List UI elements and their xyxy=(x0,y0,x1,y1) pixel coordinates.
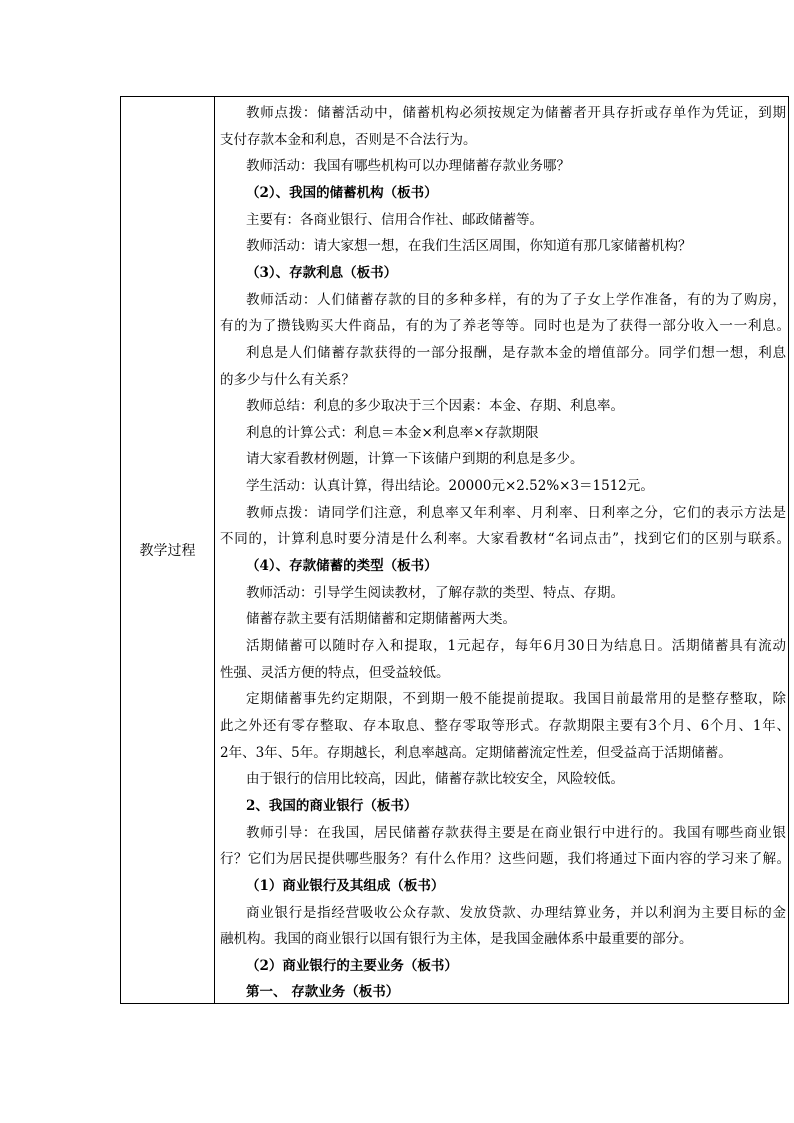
text-line: 主要有：各商业银行、信用合作社、邮政储蓄等。 xyxy=(246,211,543,228)
section-heading-line: （1）商业银行及其组成（板书） xyxy=(246,877,445,894)
section-heading-line: 2、我国的商业银行（板书） xyxy=(246,797,418,814)
text-line: 学生活动：认真计算，得出结论。20000元×2.52%×3＝1512元。 xyxy=(246,478,654,495)
text-line: 有的为了攒钱购买大件商品，有的为了养老等等。同时也是为了获得一部分收入一一利息。 xyxy=(220,318,790,335)
text-line: 的多少与什么有关系？ xyxy=(220,371,355,388)
text-line: 由于银行的信用比较高，因此，储蓄存款比较安全，风险较低。 xyxy=(246,771,624,788)
text-line: 性强、灵活方便的特点，但受益较低。 xyxy=(220,664,450,681)
text-line: 教师引导：在我国，居民储蓄存款获得主要是在商业银行中进行的。我国有哪些商业银 xyxy=(246,824,786,841)
content-cell xyxy=(216,97,790,1003)
section-label: 教学过程 xyxy=(139,543,196,559)
text-line: 教师活动：请大家想一想，在我们生活区周围，你知道有那几家储蓄机构？ xyxy=(246,238,692,255)
text-line: 储蓄存款主要有活期储蓄和定期储蓄两大类。 xyxy=(246,611,516,628)
lesson-table xyxy=(120,96,789,1004)
section-label-cell xyxy=(121,97,215,1003)
text-line: 教师活动：人们储蓄存款的目的多种多样，有的为了子女上学作准备，有的为了购房， xyxy=(246,291,786,308)
text-line: 教师点拨：储蓄活动中，储蓄机构必须按规定为储蓄者开具存折或存单作为凭证，到期 xyxy=(246,105,786,121)
text-line: 活期储蓄可以随时存入和提取，1元起存，每年6月30日为结息日。活期储蓄具有流动 xyxy=(246,638,786,654)
text-line: 商业银行是指经营吸收公众存款、发放贷款、办理结算业务，并以利润为主要目标的金 xyxy=(246,904,786,921)
text-line: 行？它们为居民提供哪些服务？有什么作用？这些问题，我们将通过下面内容的学习来了解。 xyxy=(220,851,790,868)
text-line: 此之外还有零存整取、存本取息、整存零取等形式。存款期限主要有3个月、6个月、1年、 xyxy=(220,717,790,734)
text-line: 教师活动：我国有哪些机构可以办理储蓄存款业务哪？ xyxy=(246,158,570,175)
text-line: 支付存款本金和利息，否则是不合法行为。 xyxy=(220,131,477,148)
section-heading-line: （2）、我国的储蓄机构（板书） xyxy=(246,184,438,201)
text-line: 2年、3年、5年。存期越长，利息率越高。定期储蓄流定性差，但受益高于活期储蓄。 xyxy=(220,744,732,761)
text-line: 教师点拨：请同学们注意，利息率又年利率、月利率、日利率之分，它们的表示方法是 xyxy=(246,504,786,521)
section-heading-line: 第一、 存款业务（板书） xyxy=(246,984,400,1001)
text-line: 不同的，计算利息时要分清是什么利率。大家看教材“名词点击”，找到它们的区别与联系。 xyxy=(220,531,790,548)
text-line: 教师活动：引导学生阅读教材，了解存款的类型、特点、存期。 xyxy=(246,584,624,601)
text-line: 定期储蓄事先约定期限，不到期一般不能提前提取。我国目前最常用的是整存整取，除 xyxy=(246,691,786,708)
text-line: 融机构。我国的商业银行以国有银行为主体，是我国金融体系中最重要的部分。 xyxy=(220,931,693,948)
section-heading-line: （2）商业银行的主要业务（板书） xyxy=(246,957,458,974)
section-heading-line: （4）、存款储蓄的类型（板书） xyxy=(246,558,438,574)
text-line: 教师总结：利息的多少取决于三个因素：本金、存期、利息率。 xyxy=(246,398,624,415)
section-heading-line: （3）、存款利息（板书） xyxy=(246,264,398,281)
text-line: 利息的计算公式：利息＝本金×利息率×存款期限 xyxy=(246,424,539,441)
text-line: 利息是人们储蓄存款获得的一部分报酬，是存款本金的增值部分。同学们想一想，利息 xyxy=(246,344,786,361)
text-line: 请大家看教材例题，计算一下该储户到期的利息是多少。 xyxy=(246,451,584,468)
